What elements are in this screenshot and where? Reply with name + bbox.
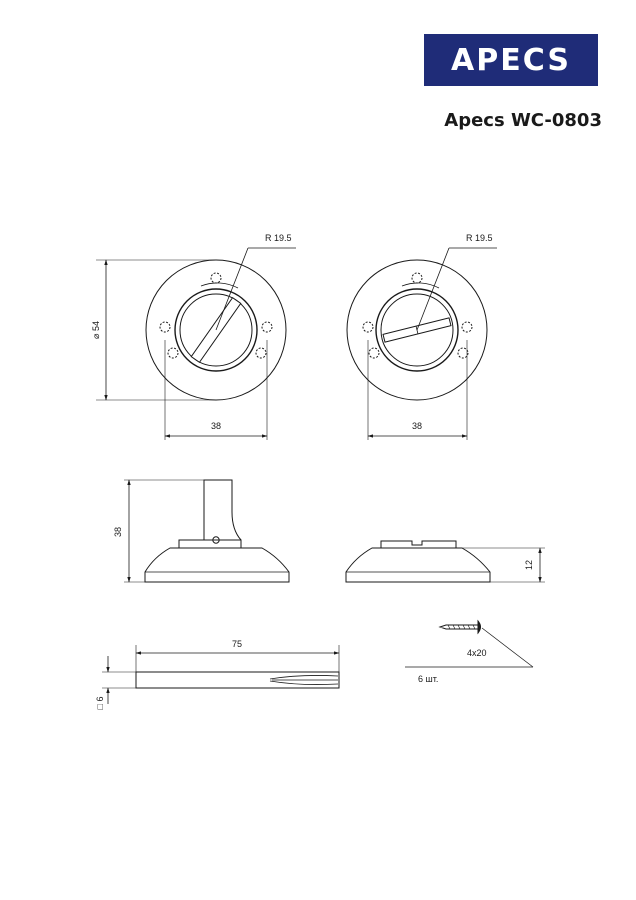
side-view-right	[346, 541, 545, 582]
spindle-view	[102, 645, 339, 704]
screw-quantity-label: 6 шт.	[418, 674, 439, 684]
right-radius-label: R 19.5	[466, 233, 493, 243]
product-title: Apecs WC-0803	[444, 110, 602, 131]
left-radius-label: R 19.5	[265, 233, 292, 243]
spindle-length-label: 75	[231, 639, 243, 649]
rosette-collar	[179, 540, 241, 548]
screw-head	[478, 621, 481, 633]
right-width-label: 38	[411, 421, 423, 431]
indicator-collar	[381, 541, 456, 548]
screw-size-label: 4x20	[467, 648, 487, 658]
rosette-base-profile	[145, 548, 289, 582]
front-view-right	[347, 248, 497, 440]
rosette-base-profile	[346, 548, 490, 582]
diameter-label: ⌀ 54	[91, 321, 101, 339]
logo-text: APECS	[451, 42, 571, 78]
thumbturn-knob-profile	[204, 480, 241, 540]
left-height-label: 38	[113, 526, 123, 538]
screw-view	[405, 621, 533, 667]
front-view-left	[96, 248, 296, 440]
screw-holes	[160, 273, 272, 358]
right-height-label: 12	[524, 559, 534, 571]
side-view-left	[124, 480, 289, 582]
spindle-spring	[270, 675, 338, 684]
left-width-label: 38	[210, 421, 222, 431]
spindle-square-label: □ 6	[95, 696, 105, 710]
screw-leader	[482, 628, 533, 667]
